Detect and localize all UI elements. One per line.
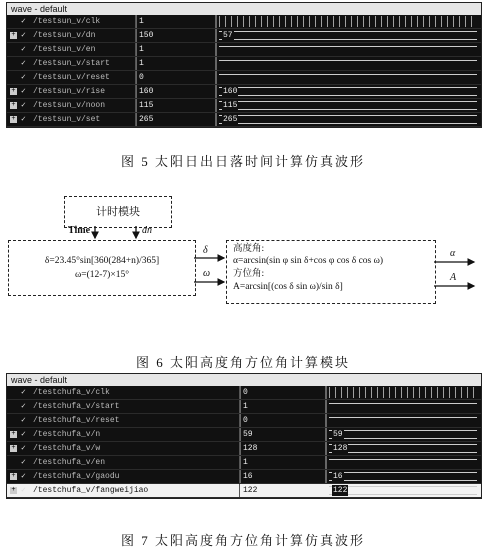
signal-value: 59 <box>239 428 317 441</box>
signal-check-icon: ✓ <box>21 115 26 124</box>
signal-value: 122 <box>239 484 317 497</box>
figure6-caption: 图 6 太阳高度角方位角计算模块 <box>135 355 350 370</box>
expand-plus-icon[interactable]: + <box>11 87 16 95</box>
bus-value-label: 59 <box>333 430 343 439</box>
figure5-window-title: wave - default <box>7 3 481 15</box>
signal-check-icon: ✓ <box>21 73 26 82</box>
signal-name: /testsun_v/rise <box>33 87 106 96</box>
signal-value: 265 <box>135 113 213 126</box>
signal-row[interactable] <box>7 414 481 428</box>
dn-input-label: dn <box>142 225 152 236</box>
signal-name: /testsun_v/set <box>33 115 101 124</box>
signal-check-icon: ✓ <box>21 472 26 481</box>
expand-plus-icon[interactable]: + <box>11 430 16 438</box>
signal-value: 1 <box>239 456 317 469</box>
signal-row[interactable] <box>7 400 481 414</box>
altitude-heading: 高度角: <box>233 244 265 254</box>
expand-plus-icon[interactable]: + <box>11 115 16 123</box>
expand-plus-icon[interactable]: + <box>11 486 16 494</box>
bus-value-label: 57 <box>223 31 233 40</box>
expand-plus-icon[interactable]: + <box>11 444 16 452</box>
signal-check-icon: ✓ <box>21 45 26 54</box>
A-output-label: A <box>450 272 457 283</box>
azimuth-heading: 方位角: <box>233 269 265 279</box>
signal-name: /testsun_v/en <box>33 45 96 54</box>
signal-waveform <box>329 443 477 454</box>
figure7-window-title: wave - default <box>7 374 481 386</box>
hour-angle-formula: ω=(12-7)×15° <box>74 270 129 280</box>
signal-value: 1 <box>135 57 213 70</box>
signal-check-icon: ✓ <box>21 416 26 425</box>
declination-formula: δ=23.45°sin[360(284+n)/365] <box>44 256 160 266</box>
declination-hourangle-box <box>8 240 196 296</box>
signal-waveform <box>329 457 477 468</box>
signal-waveform <box>329 471 477 482</box>
signal-name: /testsun_v/reset <box>33 73 110 82</box>
signal-check-icon: ✓ <box>21 31 26 40</box>
signal-row[interactable] <box>7 386 481 400</box>
signal-name: /testsun_v/clk <box>33 17 101 26</box>
signal-check-icon: ✓ <box>21 402 26 411</box>
bus-value-label: 128 <box>333 444 348 453</box>
signal-check-icon: ✓ <box>21 444 26 453</box>
figure7-signal-list <box>7 386 481 498</box>
signal-value: 0 <box>239 414 317 427</box>
signal-value: 160 <box>135 85 213 98</box>
signal-row[interactable] <box>7 442 481 456</box>
expand-plus-icon[interactable]: + <box>11 472 16 480</box>
signal-value: 1 <box>135 15 213 28</box>
signal-waveform <box>329 415 477 426</box>
signal-check-icon: ✓ <box>21 87 26 96</box>
signal-waveform <box>329 401 477 412</box>
signal-waveform <box>329 485 477 496</box>
figure7-caption: 图 7 太阳高度角方位角计算仿真波形 <box>120 533 365 548</box>
signal-name: /testchufa_v/clk <box>33 388 110 397</box>
figure5-caption: 图 5 太阳日出日落时间计算仿真波形 <box>120 154 365 169</box>
bus-value-label: 115 <box>223 101 238 110</box>
signal-name: /testchufa_v/en <box>33 458 106 467</box>
signal-check-icon: ✓ <box>21 486 26 495</box>
signal-value: 1 <box>239 400 317 413</box>
time-input-label: Time <box>68 225 91 236</box>
bus-value-label: 160 <box>223 87 238 96</box>
signal-name: /testchufa_v/n <box>33 430 101 439</box>
signal-row[interactable] <box>7 484 481 498</box>
figure7-wave-window <box>6 373 482 499</box>
signal-waveform <box>329 387 477 398</box>
expand-plus-icon[interactable]: + <box>11 31 16 39</box>
signal-name: /testchufa_v/start <box>33 402 120 411</box>
altitude-azimuth-box <box>226 240 436 304</box>
signal-value: 115 <box>135 99 213 112</box>
signal-value: 128 <box>239 442 317 455</box>
delta-signal-label: δ <box>203 245 208 256</box>
signal-name: /testsun_v/start <box>33 59 110 68</box>
timer-module-label: 计时模块 <box>96 206 140 218</box>
omega-signal-label: ω <box>203 268 211 279</box>
altitude-formula: α=arcsin(sin φ sin δ+cos φ cos δ cos ω) <box>233 256 384 266</box>
signal-row[interactable] <box>7 456 481 470</box>
signal-check-icon: ✓ <box>21 59 26 68</box>
signal-check-icon: ✓ <box>21 17 26 26</box>
bus-value-label: 16 <box>333 472 343 481</box>
expand-plus-icon[interactable]: + <box>11 101 16 109</box>
signal-value: 0 <box>135 71 213 84</box>
bus-value-label: 122 <box>333 486 348 495</box>
signal-name: /testsun_v/noon <box>33 101 106 110</box>
signal-name: /testchufa_v/reset <box>33 416 120 425</box>
signal-name: /testsun_v/dn <box>33 31 96 40</box>
signal-check-icon: ✓ <box>21 458 26 467</box>
signal-name: /testchufa_v/w <box>33 444 101 453</box>
signal-value: 150 <box>135 29 213 42</box>
signal-check-icon: ✓ <box>21 430 26 439</box>
signal-value: 0 <box>239 386 317 399</box>
signal-row[interactable] <box>7 428 481 442</box>
timer-module-box <box>64 196 172 228</box>
alpha-output-label: α <box>450 248 456 259</box>
bus-value-label: 265 <box>223 115 238 124</box>
signal-row[interactable] <box>7 470 481 484</box>
signal-value: 16 <box>239 470 317 483</box>
signal-waveform <box>329 429 477 440</box>
signal-name: /testchufa_v/fangweijiao <box>33 486 149 495</box>
signal-check-icon: ✓ <box>21 388 26 397</box>
signal-value: 1 <box>135 43 213 56</box>
signal-name: /testchufa_v/gaodu <box>33 472 120 481</box>
signal-check-icon: ✓ <box>21 101 26 110</box>
azimuth-formula: A=arcsin[(cos δ sin ω)/sin δ] <box>233 282 343 292</box>
